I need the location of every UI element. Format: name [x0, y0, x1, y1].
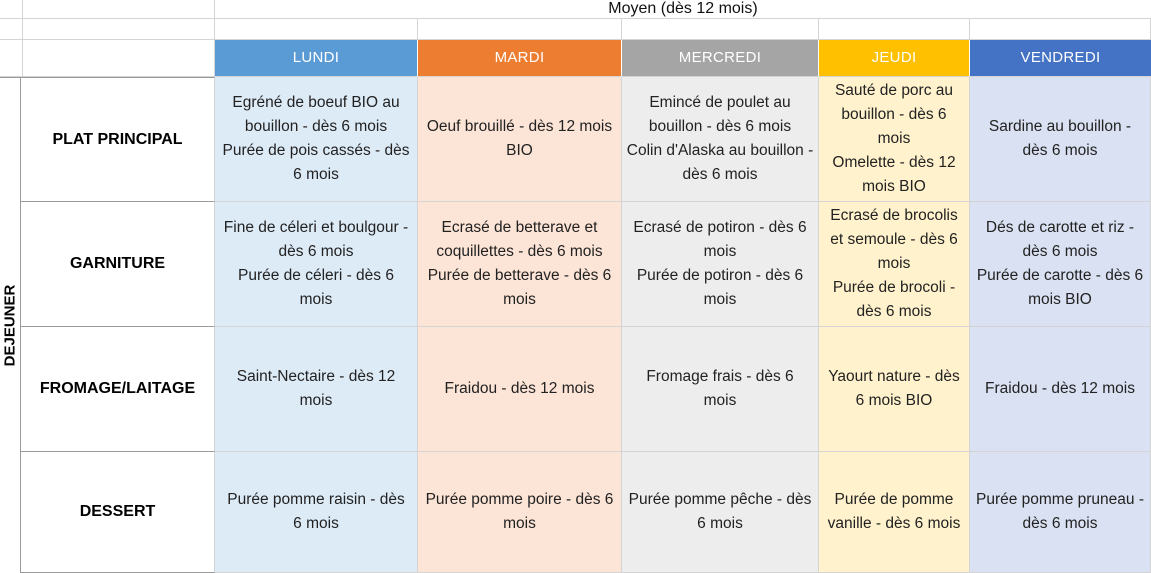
- empty-cell[interactable]: [0, 40, 23, 77]
- menu-cell-fromage-mercredi[interactable]: Fromage frais - dès 6 mois: [622, 327, 819, 452]
- empty-cell[interactable]: [23, 40, 215, 77]
- empty-cell[interactable]: [0, 19, 23, 40]
- menu-cell-garniture-lundi[interactable]: Fine de céleri et boulgour - dès 6 mois Purée de céleri - dès 6 mois: [215, 202, 418, 327]
- day-header-lundi[interactable]: LUNDI: [215, 40, 418, 77]
- menu-cell-dessert-lundi[interactable]: Purée pomme raisin - dès 6 mois: [215, 452, 418, 573]
- sheet-title[interactable]: Moyen (dès 12 mois): [215, 0, 1151, 19]
- empty-cell[interactable]: [215, 19, 418, 40]
- day-header-mercredi[interactable]: MERCREDI: [622, 40, 819, 77]
- empty-cell[interactable]: [622, 19, 819, 40]
- menu-cell-garniture-mardi[interactable]: Ecrasé de betterave et coquillettes - dès 6 mois Purée de betterave - dès 6 mois: [418, 202, 622, 327]
- day-header-mardi[interactable]: MARDI: [418, 40, 622, 77]
- menu-cell-plat-mardi[interactable]: Oeuf brouillé - dès 12 mois BIO: [418, 77, 622, 202]
- empty-cell[interactable]: [0, 0, 23, 19]
- row-label-dessert[interactable]: DESSERT: [21, 452, 215, 573]
- menu-cell-plat-mercredi[interactable]: Emincé de poulet au bouillon - dès 6 mois Colin d'Alaska au bouillon - dès 6 mois: [622, 77, 819, 202]
- empty-cell[interactable]: [23, 0, 215, 19]
- day-header-jeudi[interactable]: JEUDI: [819, 40, 970, 77]
- menu-cell-garniture-vendredi[interactable]: Dés de carotte et riz - dès 6 mois Purée de carotte - dès 6 mois BIO: [970, 202, 1151, 327]
- empty-cell[interactable]: [819, 19, 970, 40]
- menu-cell-garniture-jeudi[interactable]: Ecrasé de brocolis et semoule - dès 6 mois Purée de brocoli - dès 6 mois: [819, 202, 970, 327]
- empty-cell[interactable]: [970, 19, 1151, 40]
- menu-cell-plat-lundi[interactable]: Egréné de boeuf BIO au bouillon - dès 6 mois Purée de pois cassés - dès 6 mois: [215, 77, 418, 202]
- menu-cell-garniture-mercredi[interactable]: Ecrasé de potiron - dès 6 mois Purée de potiron - dès 6 mois: [622, 202, 819, 327]
- section-label-dejeuner[interactable]: DEJEUNER: [0, 77, 21, 573]
- menu-cell-plat-jeudi[interactable]: Sauté de porc au bouillon - dès 6 mois Omelette - dès 12 mois BIO: [819, 77, 970, 202]
- row-label-plat-principal[interactable]: PLAT PRINCIPAL: [21, 77, 215, 202]
- menu-cell-dessert-mardi[interactable]: Purée pomme poire - dès 6 mois: [418, 452, 622, 573]
- menu-cell-dessert-jeudi[interactable]: Purée de pomme vanille - dès 6 mois: [819, 452, 970, 573]
- menu-cell-fromage-vendredi[interactable]: Fraidou - dès 12 mois: [970, 327, 1151, 452]
- row-label-garniture[interactable]: GARNITURE: [21, 202, 215, 327]
- row-label-fromage-laitage[interactable]: FROMAGE/LAITAGE: [21, 327, 215, 452]
- empty-cell[interactable]: [418, 19, 622, 40]
- menu-cell-fromage-mardi[interactable]: Fraidou - dès 12 mois: [418, 327, 622, 452]
- menu-cell-dessert-mercredi[interactable]: Purée pomme pêche - dès 6 mois: [622, 452, 819, 573]
- day-header-vendredi[interactable]: VENDREDI: [970, 40, 1151, 77]
- empty-cell[interactable]: [23, 19, 215, 40]
- menu-cell-fromage-lundi[interactable]: Saint-Nectaire - dès 12 mois: [215, 327, 418, 452]
- menu-cell-fromage-jeudi[interactable]: Yaourt nature - dès 6 mois BIO: [819, 327, 970, 452]
- menu-cell-dessert-vendredi[interactable]: Purée pomme pruneau - dès 6 mois: [970, 452, 1151, 573]
- menu-cell-plat-vendredi[interactable]: Sardine au bouillon - dès 6 mois: [970, 77, 1151, 202]
